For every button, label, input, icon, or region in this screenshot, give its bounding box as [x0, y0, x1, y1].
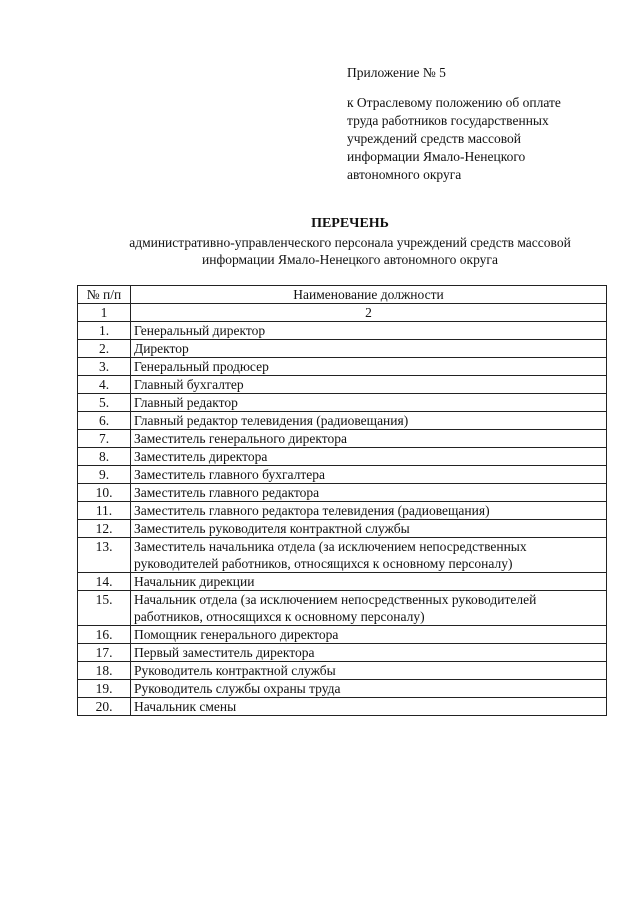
row-number: 14.: [78, 573, 131, 591]
position-name-line: Заместитель директора: [134, 449, 268, 464]
position-name-line: Начальник отдела (за исключением непосредственных руководителей: [134, 592, 537, 607]
position-name-line: Руководитель службы охраны труда: [134, 681, 341, 696]
position-name: [131, 626, 607, 644]
row-number: 11.: [78, 502, 131, 520]
row-number: 8.: [78, 448, 131, 466]
position-name-line: Генеральный директор: [134, 323, 266, 338]
table-row: [78, 394, 607, 412]
table-row: [78, 322, 607, 340]
appendix-line: информации Ямало-Ненецкого: [347, 149, 526, 164]
appendix-header: [347, 64, 617, 184]
position-name: [131, 538, 607, 573]
position-name-line: Главный бухгалтер: [134, 377, 244, 392]
position-name: [131, 520, 607, 538]
row-number: 17.: [78, 644, 131, 662]
position-name-line: Главный редактор: [134, 395, 238, 410]
table-row: [78, 412, 607, 430]
position-name-line: Начальник смены: [134, 699, 237, 714]
position-name: [131, 340, 607, 358]
document-title: ПЕРЕЧЕНЬ: [311, 216, 389, 231]
position-name-line: Генеральный продюсер: [134, 359, 269, 374]
position-name: [131, 644, 607, 662]
table-row: [78, 502, 607, 520]
position-name: [131, 680, 607, 698]
position-name: [131, 358, 607, 376]
position-name-line: Директор: [134, 341, 189, 356]
table-row: [78, 680, 607, 698]
row-number: 6.: [78, 412, 131, 430]
position-name: [131, 573, 607, 591]
position-name-line: Помощник генерального директора: [134, 627, 339, 642]
table-row: [78, 448, 607, 466]
table-body: [78, 322, 607, 716]
row-number: 16.: [78, 626, 131, 644]
row-number: 5.: [78, 394, 131, 412]
table-row: [78, 340, 607, 358]
position-name: [131, 412, 607, 430]
appendix-line: к Отраслевому положению об оплате: [347, 95, 561, 110]
row-number: 7.: [78, 430, 131, 448]
position-name-line: Заместитель генерального директора: [134, 431, 347, 446]
positions-table: [77, 285, 607, 716]
table-row: [78, 466, 607, 484]
table-row: [78, 573, 607, 591]
row-number: 2.: [78, 340, 131, 358]
row-number: 4.: [78, 376, 131, 394]
position-name: [131, 466, 607, 484]
appendix-line: учреждений средств массовой: [347, 131, 522, 146]
position-name-line: Главный редактор телевидения (радиовещания): [134, 413, 409, 428]
row-number: 3.: [78, 358, 131, 376]
position-name-line: Заместитель главного бухгалтера: [134, 467, 326, 482]
position-name: [131, 376, 607, 394]
column-number-1: 1: [78, 304, 131, 322]
table-row: [78, 626, 607, 644]
table-row: [78, 644, 607, 662]
position-name-line: Заместитель главного редактора: [134, 485, 320, 500]
table-row: [78, 376, 607, 394]
appendix-line: труда работников государственных: [347, 113, 549, 128]
appendix-title: Приложение № 5: [347, 65, 446, 80]
table-row: [78, 520, 607, 538]
document-subtitle: [60, 234, 640, 268]
table-header-row: [78, 286, 607, 304]
row-number: 13.: [78, 538, 131, 573]
row-number: 18.: [78, 662, 131, 680]
table-row: [78, 358, 607, 376]
row-number: 12.: [78, 520, 131, 538]
position-name-line: Первый заместитель директора: [134, 645, 315, 660]
position-name-line: работников, относящихся к основному персоналу): [134, 609, 425, 624]
position-name-line: Заместитель главного редактора телевидения (радиовещания): [134, 503, 490, 518]
position-name-line: Заместитель руководителя контрактной службы: [134, 521, 410, 536]
position-name-line: Руководитель контрактной службы: [134, 663, 336, 678]
table-row: [78, 430, 607, 448]
table-row: [78, 662, 607, 680]
position-name: [131, 322, 607, 340]
row-number: 19.: [78, 680, 131, 698]
position-name-line: руководителей работников, относящихся к основному персоналу): [134, 556, 513, 571]
position-name-line: Заместитель начальника отдела (за исключением непосредственных: [134, 539, 527, 554]
row-number: 9.: [78, 466, 131, 484]
table-row: [78, 538, 607, 573]
header-position-name: Наименование должности: [131, 286, 607, 304]
position-name: [131, 484, 607, 502]
position-name: [131, 662, 607, 680]
header-number: № п/п: [78, 286, 131, 304]
position-name: [131, 591, 607, 626]
table-row: [78, 698, 607, 716]
appendix-line: автономного округа: [347, 167, 462, 182]
column-number-row: [78, 304, 607, 322]
row-number: 15.: [78, 591, 131, 626]
subtitle-line: информации Ямало-Ненецкого автономного округа: [202, 252, 498, 267]
position-name: [131, 448, 607, 466]
position-name: [131, 502, 607, 520]
table-row: [78, 484, 607, 502]
table-row: [78, 591, 607, 626]
position-name: [131, 394, 607, 412]
row-number: 1.: [78, 322, 131, 340]
column-number-2: 2: [131, 304, 607, 322]
row-number: 20.: [78, 698, 131, 716]
row-number: 10.: [78, 484, 131, 502]
position-name: [131, 430, 607, 448]
position-name: [131, 698, 607, 716]
subtitle-line: административно-управленческого персонала учреждений средств массовой: [129, 235, 571, 250]
position-name-line: Начальник дирекции: [134, 574, 255, 589]
